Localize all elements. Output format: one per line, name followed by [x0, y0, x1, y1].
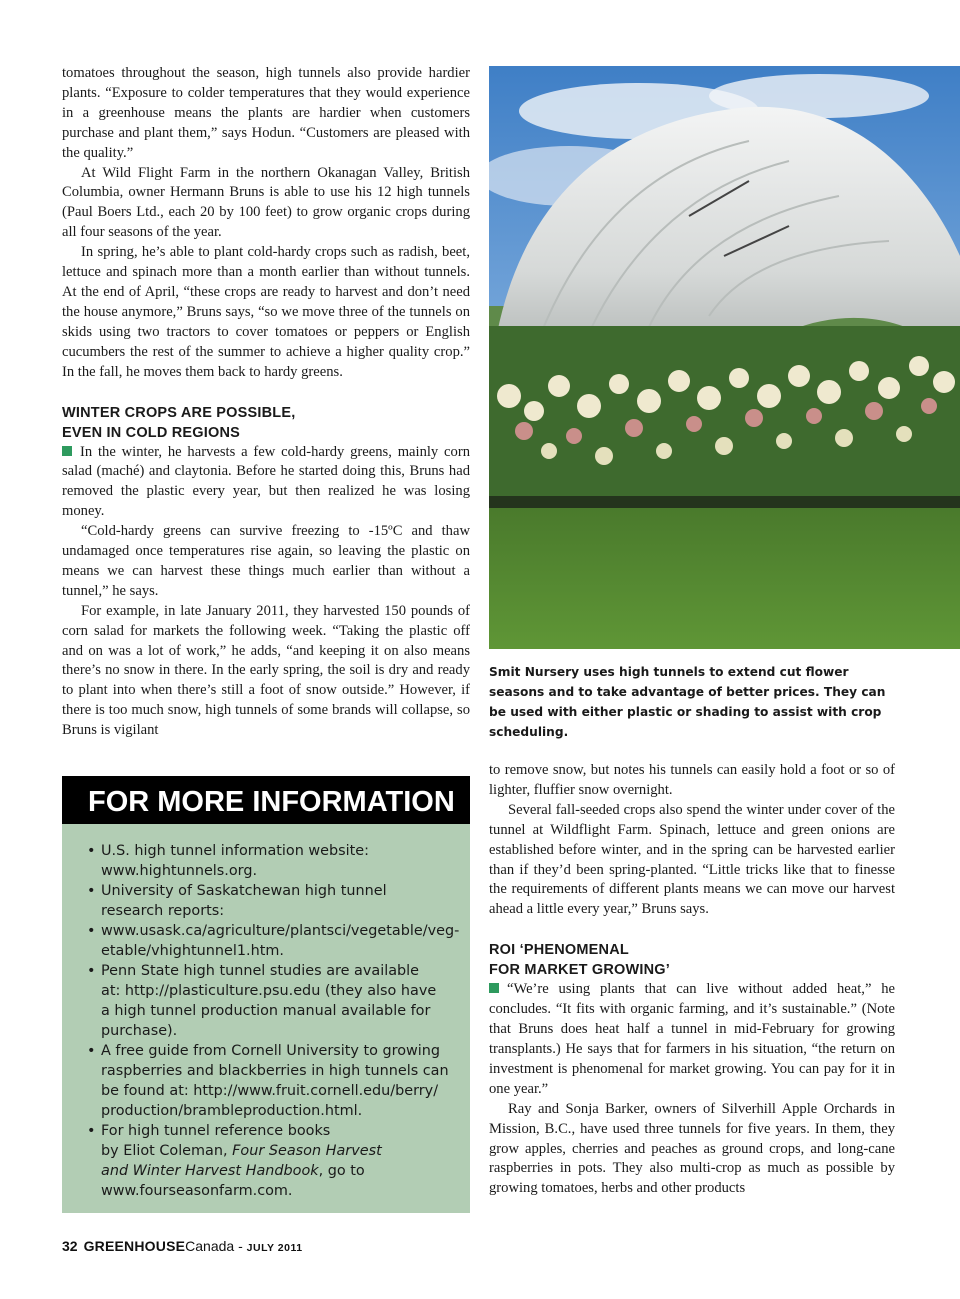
info-link[interactable]: www.usask.ca/agriculture/plantsci/vegetable/veg-	[101, 923, 460, 939]
section-marker-icon	[62, 446, 72, 456]
bullet-icon: •	[87, 923, 96, 939]
book-title: and Winter Harvest Handbook	[101, 1163, 319, 1179]
body-paragraph: In spring, he’s able to plant cold-hardy crops such as radish, beet, lettuce and spinach more than a month earlier than without tunnels. At the end of April, “these crops are ready to harvest and don’t need the house anymore,” Bruns says, “so we move three of the tunnels on skids using two tractors to cover tomatoes or peppers or English cucumbers the rest of the summer to achieve a higher quality crop.” In the fall, he moves them back to hardy greens.	[62, 244, 470, 380]
body-paragraph: For example, in late January 2011, they harvested 150 pounds of corn salad for markets the following week. “Taking the plastic off and on was a lot of work,” he adds, “and keeping it on also means there’s no snow in there. In the early spring, the soil is dry and ready to plant into when there’s still a foot of snow outside.” However, if there is too much snow, high tunnels of some brands will collapse, so Bruns is vigilant	[62, 602, 470, 739]
body-paragraph: Ray and Sonja Barker, owners of Silverhill Apple Orchards in Mission, B.C., have used three tunnels for five years. In them, they grow apples, cherries and peaches as ground crops, and long-cane raspberries in pots. They also multi-crop as much as possible by growing tomatoes, herbs and other products	[489, 1100, 895, 1197]
bullet-icon: •	[87, 883, 96, 899]
section-marker-icon	[489, 983, 499, 993]
info-list-item	[87, 921, 460, 961]
info-link[interactable]: www.fourseasonfarm.com.	[101, 1183, 293, 1199]
section-heading	[489, 940, 895, 980]
body-paragraph: Several fall-seeded crops also spend the winter under cover of the tunnel at Wildflight Farm. Spinach, lettuce and green onions are established before winter, and in the spring can be harvested earlier than if they’d been spring-planted. “Little tricks like that to finesse the requirements of different plants means we can move our harvest ahead a little every year,” Bruns says.	[489, 801, 895, 918]
magazine-name-bold: GREENHOUSE	[83, 1238, 186, 1254]
section-heading	[62, 403, 470, 443]
info-list-item: • Penn State high tunnel studies are available at: http://plasticulture.psu.edu (they also have a high tunnel production manual available for purchase).	[87, 961, 456, 1041]
left-column	[62, 64, 470, 741]
body-text: “We’re using plants that can live without added heat,” he concludes. “It fits with organic farming, and it’s sustainable.” (Note that Bruns does heat half a tunnel in mid-February for growing transplants.) He says that for farmers in his situation, “the return on investment is phenomenal for market growing. You can pay for it in one year.”	[489, 981, 895, 1097]
footer-separator: -	[234, 1238, 247, 1254]
info-link[interactable]: production/brambleproduction.html.	[101, 1103, 363, 1119]
page-number: 32	[62, 1238, 78, 1254]
high-tunnel-photo	[489, 66, 960, 649]
section-heading-line: FOR MARKET GROWING’	[489, 962, 671, 979]
body-paragraph: to remove snow, but notes his tunnels can easily hold a foot or so of lighter, fluffier snow overnight.	[489, 762, 895, 798]
book-title: Four Season Harvest	[232, 1143, 382, 1159]
body-paragraph: tomatoes throughout the season, high tunnels also provide hardier plants. “Exposure to colder temperatures that they would experience in a greenhouse means the plants are hardier when customers purchase and plant them,” says Hodun. “Customers are pleased with the quality.”	[62, 65, 470, 161]
info-list-item: • University of Saskatchewan high tunnel research reports:	[87, 883, 387, 919]
body-paragraph	[489, 980, 895, 1099]
info-list-item: • U.S. high tunnel information website: www.hightunnels.org.	[87, 841, 456, 881]
info-link[interactable]: etable/vhightunnel1.htm.	[101, 943, 284, 959]
bullet-icon: •	[87, 1123, 96, 1139]
info-box-title: FOR MORE INFORMATION	[62, 776, 470, 824]
bullet-icon: •	[87, 963, 96, 979]
body-paragraph: At Wild Flight Farm in the northern Okanagan Valley, British Columbia, owner Hermann Bruns is able to use his 12 high tunnels (Paul Boers Ltd., each 20 by 100 feet) to grow organic crops during all four seasons of the year.	[62, 164, 470, 241]
info-list-item: • A free guide from Cornell University to growing raspberries and blackberries in high tunnels can be found at: http://www.fruit.cornell.edu/berry/ production/brambleproduction.html.	[87, 1041, 456, 1121]
body-paragraph	[62, 443, 470, 523]
photo-caption: Smit Nursery uses high tunnels to extend cut flower seasons and to take advantage of better prices. They can be used with either plastic or shading to assist with crop scheduling.	[489, 665, 886, 739]
section-heading-line: EVEN IN COLD REGIONS	[62, 424, 241, 441]
info-link[interactable]: be found at: http://www.fruit.cornell.edu/berry/	[101, 1083, 439, 1099]
info-box	[62, 776, 470, 1213]
right-column	[489, 761, 895, 1199]
bullet-icon: •	[87, 1043, 96, 1059]
info-list-item: • For high tunnel reference books by Eliot Coleman, Four Season Harvest and Winter Harvest Handbook, go to www.fourseasonfarm.com.	[87, 1121, 456, 1201]
bullet-icon: •	[87, 843, 96, 859]
info-link[interactable]: at: http://plasticulture.psu.edu (they also have	[101, 983, 437, 999]
section-heading-line: ROI ‘PHENOMENAL	[489, 942, 629, 959]
section-heading-line: WINTER CROPS ARE POSSIBLE,	[62, 404, 296, 421]
body-paragraph: “Cold-hardy greens can survive freezing to -15ºC and thaw undamaged once temperatures rise again, so leaving the plastic on means we can harvest these things much earlier than without a tunnel,” he says.	[62, 523, 470, 599]
page-footer	[62, 1238, 303, 1254]
issue-date: JULY 2011	[246, 1242, 303, 1254]
magazine-name-regular: Canada	[185, 1238, 235, 1254]
info-link[interactable]: www.hightunnels.org.	[101, 863, 258, 879]
body-text: In the winter, he harvests a few cold-hardy greens, mainly corn salad (maché) and claytonia. Before he started doing this, Bruns had removed the plastic every year, but then realized he was losing money.	[62, 443, 470, 520]
info-list	[62, 824, 470, 1201]
